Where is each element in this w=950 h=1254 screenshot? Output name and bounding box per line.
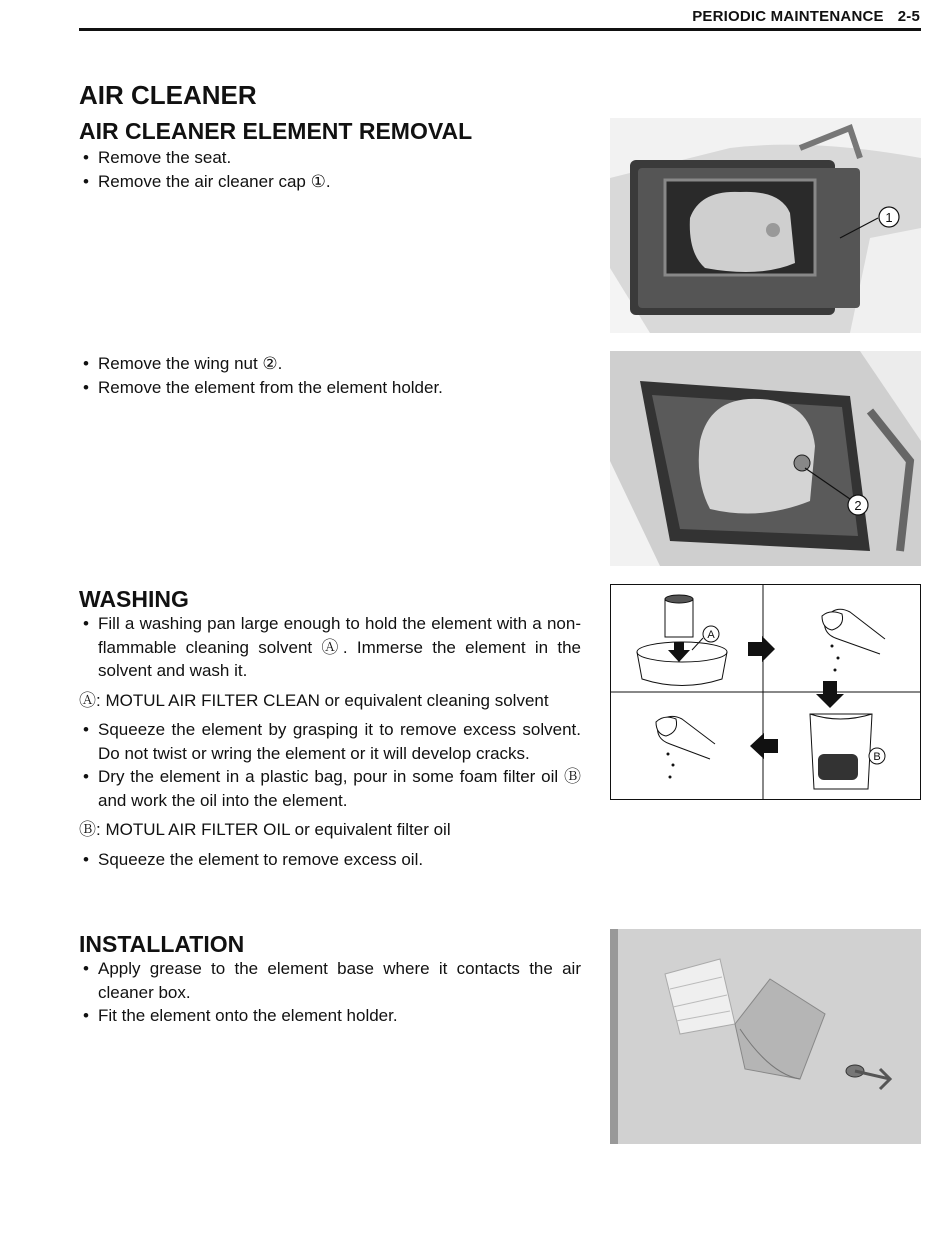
element-holder-photo: [610, 929, 921, 1144]
washing-heading: WASHING: [79, 586, 189, 612]
note-cleaning-solvent: Ⓐ: MOTUL AIR FILTER CLEAN or equivalent cleaning solvent: [79, 690, 549, 710]
list-item: • Remove the element from the element holder.: [79, 376, 581, 400]
list-item: • Remove the seat.: [79, 146, 581, 170]
air-cleaner-cap-photo: [610, 118, 921, 333]
list-item: • Dry the element in a plastic bag, pour in some foam filter oil Ⓑ and work the oil into the element.: [79, 765, 581, 812]
running-header: [692, 8, 920, 25]
section-title: PERIODIC MAINTENANCE: [692, 8, 884, 25]
list-item: • Remove the wing nut ②.: [79, 352, 581, 376]
callout-b: B: [873, 751, 881, 763]
callout-2: 2: [854, 498, 862, 513]
list-item: • Fill a washing pan large enough to hold the element with a non-flammable cleaning solvent Ⓐ. Immerse the element in the solvent and wash it.: [79, 612, 581, 683]
list-item: • Apply grease to the element base where it contacts the air cleaner box.: [79, 957, 581, 1004]
list-item: • Squeeze the element to remove excess oil.: [79, 848, 581, 872]
installation-heading: INSTALLATION: [79, 931, 245, 957]
washing-steps: [79, 612, 581, 871]
removal-steps-a: [79, 146, 581, 193]
list-item: • Fit the element onto the element holder.: [79, 1004, 581, 1028]
list-item: • Squeeze the element by grasping it to remove excess solvent. Do not twist or wring the element or it will develop cracks.: [79, 718, 581, 765]
wing-nut-photo: [610, 351, 921, 566]
page-number: 2-5: [897, 8, 920, 25]
removal-heading: AIR CLEANER ELEMENT REMOVAL: [79, 118, 473, 144]
callout-a: A: [707, 629, 715, 641]
list-item: • Remove the air cleaner cap ①.: [79, 170, 581, 194]
removal-steps-b: [79, 352, 581, 399]
header-rule: [79, 28, 921, 31]
callout-1: 1: [885, 210, 893, 225]
page-title: AIR CLEANER: [79, 80, 257, 110]
washing-diagram: [610, 584, 921, 800]
note-filter-oil: Ⓑ: MOTUL AIR FILTER OIL or equivalent filter oil: [79, 820, 451, 839]
installation-steps: [79, 957, 581, 1028]
